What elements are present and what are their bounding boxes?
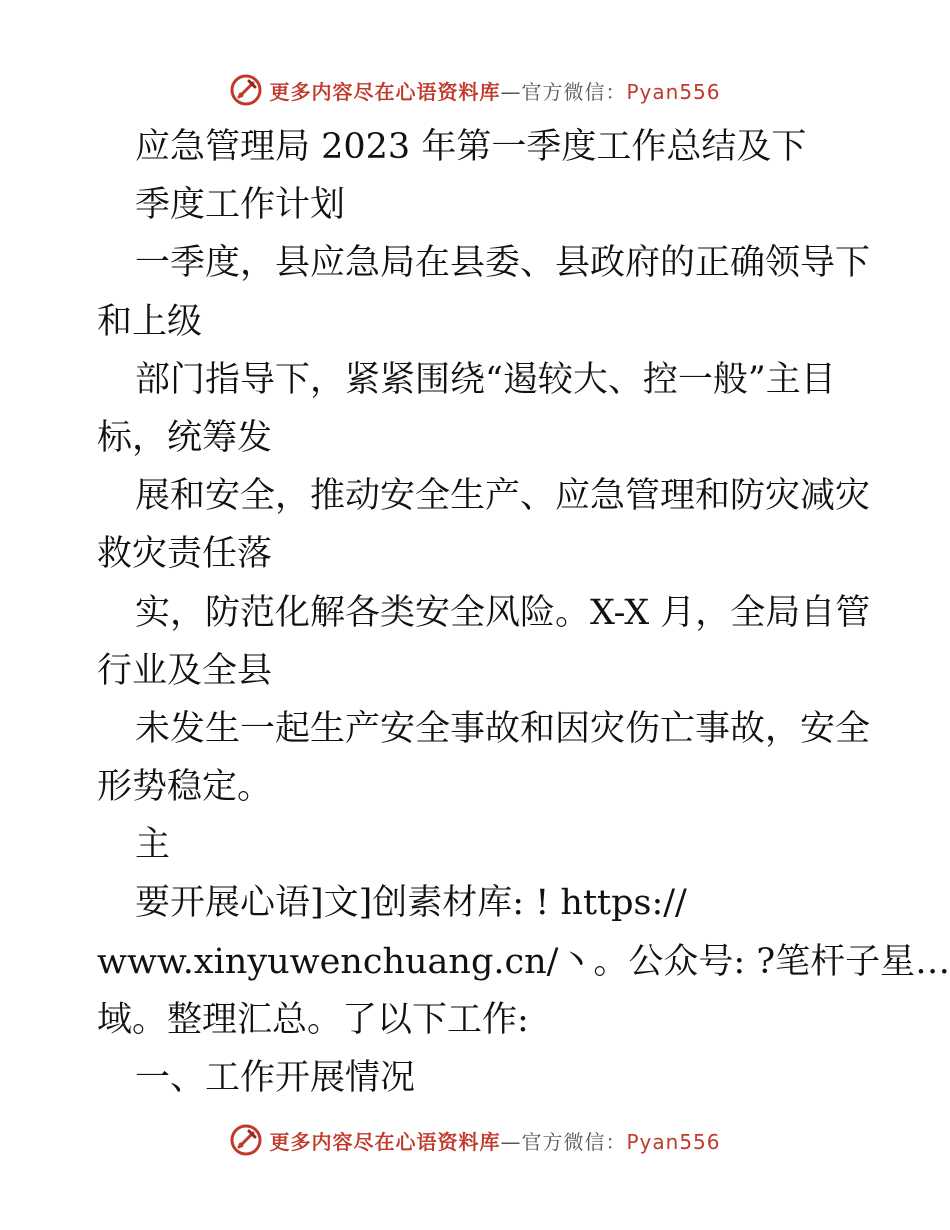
title-line-2: 季度工作计划 <box>135 185 346 226</box>
paragraph-line: www.xinyuwenchuang.cn/丶。公众号: ?笔杆子星… <box>97 941 950 982</box>
watermark-header <box>0 70 950 110</box>
watermark-wechat-id: Pyan556 <box>626 1129 721 1154</box>
watermark-text <box>269 1126 720 1155</box>
paragraph-line: 域。整理汇总。了以下工作: <box>97 999 529 1040</box>
paragraph-line: 部门指导下，紧紧围绕“遏较大、控一般”主目 <box>135 359 836 400</box>
title-line-1: 应急管理局 2023 年第一季度工作总结及下 <box>135 127 807 167</box>
watermark-wechat-label: —官方微信： <box>500 79 627 104</box>
brand-logo-icon <box>229 1123 263 1157</box>
paragraph-line: 和上级 <box>97 301 203 342</box>
document-body <box>97 118 950 1107</box>
paragraph-line: 展和安全，推动安全生产、应急管理和防灾减灾 <box>135 476 871 517</box>
watermark-text <box>269 76 720 105</box>
paragraph-line: 行业及全县 <box>97 650 273 691</box>
section-heading: 一、工作开展情况 <box>135 1058 416 1098</box>
watermark-wechat-label: —官方微信： <box>500 1129 627 1154</box>
paragraph-line: 主 <box>135 825 171 866</box>
paragraph-line: 标，统筹发 <box>97 417 273 458</box>
brand-logo-icon <box>229 73 263 107</box>
watermark-wechat-id: Pyan556 <box>626 79 721 104</box>
paragraph-line: 一季度，县应急局在县委、县政府的正确领导下 <box>135 243 871 284</box>
watermark-library-name: 更多内容尽在心语资料库 <box>269 1129 501 1154</box>
watermark-library-name: 更多内容尽在心语资料库 <box>269 79 501 104</box>
paragraph-line: 实，防范化解各类安全风险。X-X 月，全局自管 <box>135 592 871 633</box>
paragraph-line: 要开展心语]文]创素材库: ! https:// <box>135 883 687 924</box>
paragraph-line: 未发生一起生产安全事故和因灾伤亡事故，安全 <box>135 708 871 749</box>
paragraph-line: 救灾责任落 <box>97 534 273 575</box>
watermark-footer <box>0 1120 950 1160</box>
paragraph-line: 形势稳定。 <box>97 767 273 808</box>
